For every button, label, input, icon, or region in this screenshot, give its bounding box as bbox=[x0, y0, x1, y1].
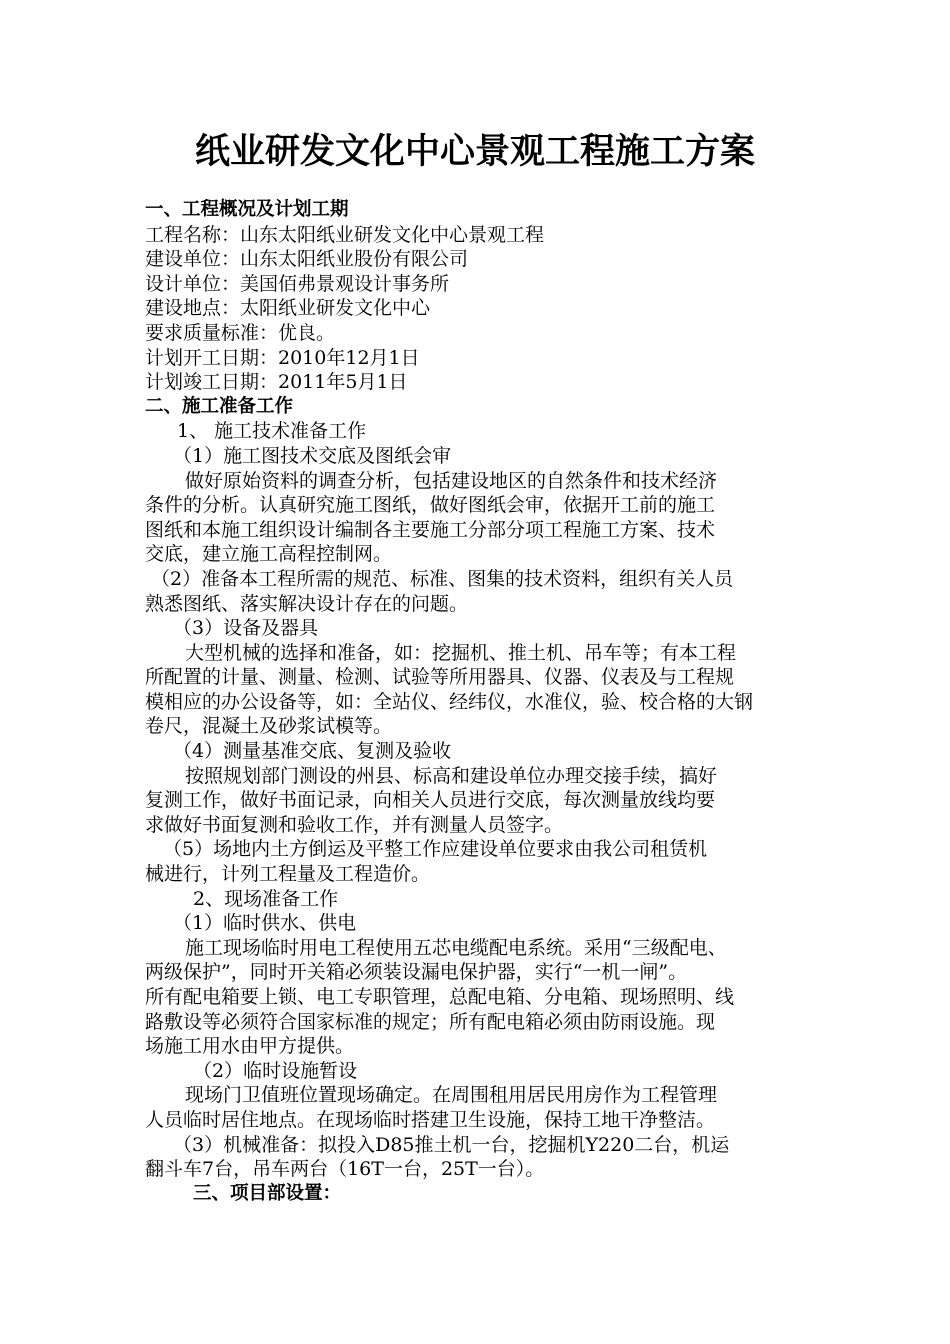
item-3-line: （3）机械准备：拟投入D85推土机一台，挖掘机Y220二台，机运 bbox=[173, 1133, 730, 1156]
paragraph-line: 所配置的计量、测量、检测、试验等所用器具、仪器、仪表及与工程规 bbox=[145, 666, 735, 689]
planned-start-line: 计划开工日期：2010年12月1日 bbox=[145, 346, 420, 369]
subsection-1-heading: 1、 施工技术准备工作 bbox=[177, 420, 367, 443]
paragraph-line: 条件的分析。认真研究施工图纸，做好图纸会审，依据开工前的施工 bbox=[145, 494, 716, 517]
site-location-line: 建设地点：太阳纸业研发文化中心 bbox=[145, 297, 431, 320]
paragraph-line: 模相应的办公设备等，如：全站仪、经纬仪，水准仪，验、校合格的大钢 bbox=[145, 690, 754, 713]
paragraph-line: 熟悉图纸、落实解决设计存在的问题。 bbox=[145, 592, 469, 615]
paragraph-line: 路敷设等必须符合国家标准的规定；所有配电箱必须由防雨设施。现 bbox=[145, 1010, 716, 1033]
paragraph-line: 交底，建立施工高程控制网。 bbox=[145, 543, 393, 566]
paragraph-line: 按照规划部门测设的州县、标高和建设单位办理交接手续，搞好 bbox=[185, 764, 718, 787]
planned-completion-line: 计划竣工日期：2011年5月1日 bbox=[145, 371, 408, 394]
document-title: 纸业研发文化中心景观工程施工方案 bbox=[194, 132, 755, 172]
paragraph-line: 械进行，计列工程量及工程造价。 bbox=[145, 863, 431, 886]
item-3-heading: （3）设备及器具 bbox=[173, 617, 319, 640]
paragraph-line: 做好原始资料的调查分析，包括建设地区的自然条件和技术经济 bbox=[185, 469, 718, 492]
paragraph-line: 翻斗车7台，吊车两台（16T一台，25T一台）。 bbox=[145, 1158, 545, 1181]
section-heading-3: 三、项目部设置： bbox=[193, 1182, 342, 1204]
paragraph-line: 场施工用水由甲方提供。 bbox=[145, 1035, 355, 1058]
paragraph-line: 所有配电箱要上锁、电工专职管理，总配电箱、分电箱、现场照明、线 bbox=[145, 986, 735, 1008]
paragraph-line: 图纸和本施工组织设计编制各主要施工分部分项工程施工方案、技术 bbox=[145, 518, 716, 541]
paragraph-line: 卷尺，混凝土及砂浆试模等。 bbox=[145, 715, 393, 738]
design-unit-line: 设计单位：美国佰弗景观设计事务所 bbox=[145, 272, 450, 295]
paragraph-line: 人员临时居住地点。在现场临时搭建卫生设施，保持工地干净整洁。 bbox=[145, 1108, 716, 1131]
paragraph-line: 复测工作，做好书面记录，向相关人员进行交底，每次测量放线均要 bbox=[145, 789, 716, 812]
project-name-line: 工程名称：山东太阳纸业研发文化中心景观工程 bbox=[145, 223, 545, 246]
item-4-heading: （4）测量基准交底、复测及验收 bbox=[173, 740, 452, 763]
paragraph-line: 施工现场临时用电工程使用五芯电缆配电系统。采用“三级配电、 bbox=[185, 936, 727, 959]
item-1-heading: （1）施工图技术交底及图纸会审 bbox=[173, 444, 452, 467]
section-heading-2: 二、施工准备工作 bbox=[145, 395, 294, 417]
subsection-2-heading: 2、现场准备工作 bbox=[193, 887, 339, 910]
paragraph-line: 两级保护”，同时开关箱必须装设漏电保护器，实行“一机一闸”。 bbox=[145, 961, 688, 984]
paragraph-line: 大型机械的选择和准备，如：挖掘机、推土机、吊车等；有本工程 bbox=[185, 641, 737, 664]
quality-standard-line: 要求质量标准：优良。 bbox=[145, 321, 336, 344]
paragraph-line: 现场门卫值班位置现场确定。在周围租用居民用房作为工程管理 bbox=[185, 1084, 718, 1107]
owner-unit-line: 建设单位：山东太阳纸业股份有限公司 bbox=[145, 248, 469, 271]
item-2-line: （2）准备本工程所需的规范、标准、图集的技术资料，组织有关人员 bbox=[151, 567, 734, 590]
item-1-heading: （1）临时供水、供电 bbox=[173, 912, 357, 935]
item-5-line: （5）场地内土方倒运及平整工作应建设单位要求由我公司租赁机 bbox=[163, 838, 708, 861]
paragraph-line: 求做好书面复测和验收工作，并有测量人员签字。 bbox=[145, 813, 564, 836]
document-body bbox=[145, 198, 835, 1206]
item-2-heading: （2）临时设施暂设 bbox=[193, 1059, 358, 1082]
section-heading-1: 一、工程概况及计划工期 bbox=[145, 199, 349, 220]
